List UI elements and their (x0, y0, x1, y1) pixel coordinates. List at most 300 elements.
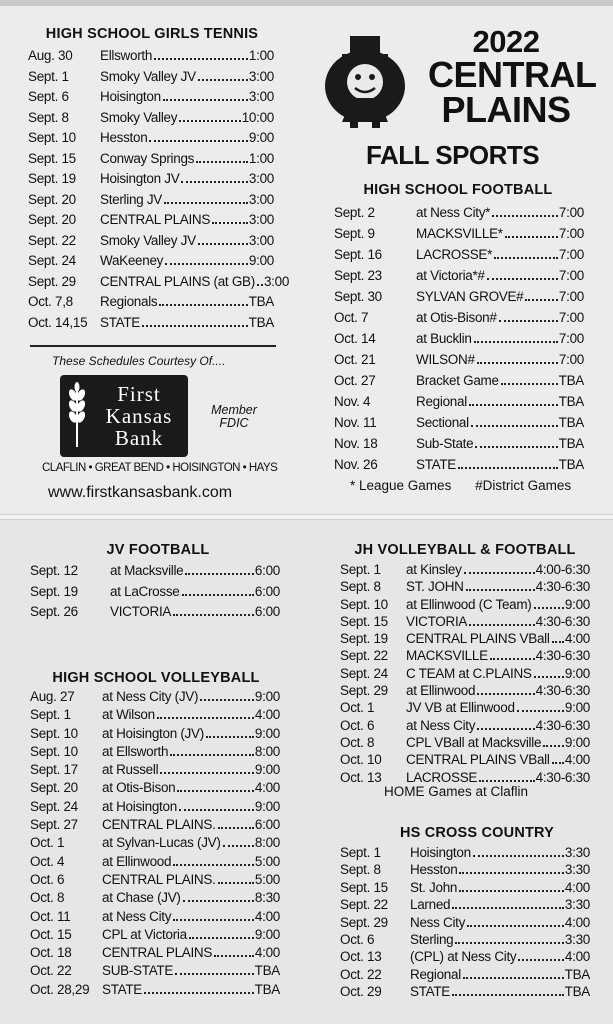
row-opponent: SYLVAN GROVE# (416, 289, 524, 304)
row-time: 4:00 (254, 707, 280, 723)
row-date: Sept. 1 (340, 562, 381, 577)
leader-dots (189, 937, 254, 939)
legend-league: * League Games (350, 478, 452, 493)
schedule-row (30, 743, 280, 761)
leader-dots (179, 120, 241, 122)
row-date: Sept. 15 (340, 879, 388, 895)
row-date: Sept. 10 (30, 743, 78, 759)
row-opponent: Ness City (410, 914, 466, 930)
schedule-row (30, 871, 280, 889)
row-opponent: CENTRAL PLAINS. (102, 817, 216, 833)
row-date: Sept. 19 (30, 583, 78, 599)
row-time: 3:30 (564, 932, 590, 948)
bank-towns: CLAFLIN • GREAT BEND • HOISINGTON • HAYS (42, 462, 278, 474)
leader-dots (479, 780, 535, 782)
leader-dots (517, 710, 564, 712)
central-plains-oiler-mascot-icon (322, 32, 408, 132)
row-opponent: Hoisington JV (100, 171, 180, 186)
row-opponent: CENTRAL PLAINS VBall (406, 631, 550, 647)
row-opponent: at Chase (JV) (102, 890, 181, 906)
row-opponent: at LaCrosse (110, 583, 180, 599)
row-opponent: SUB-STATE (102, 963, 174, 979)
row-time: 9:00 (254, 798, 280, 814)
row-time: TBA (248, 294, 274, 309)
row-opponent: at Ness City* (416, 205, 491, 220)
leader-dots (477, 728, 534, 730)
row-opponent: Hoisington (100, 89, 161, 104)
row-date: Sept. 24 (340, 665, 388, 681)
schedule-row (340, 896, 590, 913)
row-opponent: STATE (416, 457, 457, 472)
row-opponent: MACKSVILLE* (416, 226, 503, 241)
schedule-row (30, 706, 280, 724)
schedule-row (30, 816, 280, 834)
row-time: TBA (254, 963, 280, 979)
schedule-row (28, 87, 274, 108)
row-date: Aug. 27 (30, 689, 75, 704)
row-opponent: LACROSSE* (416, 247, 493, 262)
row-time: 8:30 (254, 890, 280, 906)
row-time: 3:00 (248, 191, 274, 207)
row-date: Oct. 10 (340, 752, 382, 768)
row-date: Sept. 17 (30, 762, 78, 778)
row-date: Sept. 8 (340, 862, 381, 878)
leader-dots (165, 263, 248, 265)
leader-dots (487, 278, 558, 280)
row-time: 6:00 (254, 604, 280, 619)
schedule-row (30, 962, 280, 980)
row-date: Oct. 6 (340, 932, 375, 948)
row-time: 4:00 (564, 631, 590, 647)
row-time: 3:30 (564, 897, 590, 913)
schedule-row (28, 210, 274, 231)
leader-dots (477, 362, 558, 364)
row-date: Oct. 13 (340, 949, 382, 965)
schedule-row (30, 582, 280, 603)
row-date: Sept. 20 (28, 191, 76, 207)
row-time: TBA (254, 981, 280, 997)
row-opponent: WILSON# (416, 352, 475, 367)
row-opponent: Sterling (410, 932, 454, 948)
row-opponent: St. John (410, 879, 458, 895)
row-date: Sept. 16 (334, 247, 382, 262)
fdic-label: FDIC (219, 416, 249, 430)
row-opponent: at Ness City (JV) (102, 689, 199, 704)
row-date: Nov. 11 (334, 415, 377, 430)
hero-line2: PLAINS (441, 89, 571, 130)
leader-dots (218, 827, 254, 829)
leader-dots (200, 699, 254, 701)
row-time: 3:00 (248, 232, 274, 248)
row-date: Oct. 18 (30, 945, 72, 961)
girls-tennis-title: HIGH SCHOOL GIRLS TENNIS (45, 26, 259, 42)
schedule-row (30, 981, 280, 999)
row-date: Oct. 1 (30, 835, 65, 851)
leader-dots (492, 215, 558, 217)
row-time: 1:00 (248, 48, 274, 63)
leader-dots (490, 658, 535, 660)
schedule-row (28, 190, 274, 211)
leader-dots (543, 745, 564, 747)
schedule-row (334, 391, 584, 412)
row-opponent: STATE (102, 981, 143, 997)
leader-dots (473, 855, 564, 857)
leader-dots (196, 161, 248, 163)
row-opponent: at Macksville (110, 563, 184, 578)
cross-country-list (340, 844, 590, 1001)
schedule-row (340, 734, 590, 751)
row-opponent: CPL at Victoria (102, 926, 187, 942)
row-date: Oct. 15 (30, 926, 72, 942)
row-time: 4:30-6:30 (535, 648, 590, 664)
row-time: 3:30 (564, 845, 590, 860)
leader-dots (475, 446, 557, 448)
row-date: Oct. 7,8 (28, 294, 73, 309)
schedule-row (334, 223, 584, 244)
row-date: Nov. 18 (334, 436, 378, 451)
row-date: Sept. 8 (28, 109, 69, 125)
row-time: TBA (558, 415, 584, 430)
schedule-row (340, 561, 590, 578)
row-opponent: CPL VBall at Macksville (406, 734, 542, 750)
row-date: Oct. 22 (340, 966, 382, 982)
row-time: 4:00 (254, 780, 280, 796)
leader-dots (459, 890, 564, 892)
leader-dots (552, 641, 564, 643)
row-opponent: CENTRAL PLAINS (100, 212, 211, 227)
row-opponent: CENTRAL PLAINS VBall (406, 752, 550, 768)
row-date: Oct. 13 (340, 769, 382, 785)
row-date: Oct. 21 (334, 352, 376, 367)
row-date: Sept. 10 (340, 596, 388, 612)
row-opponent: at Otis-Bison# (416, 310, 497, 325)
row-date: Oct. 29 (340, 984, 382, 1000)
row-time: 9:00 (564, 596, 590, 612)
schedule-row (340, 578, 590, 595)
row-time: 7:00 (558, 205, 584, 220)
row-opponent: Sub-State (416, 436, 474, 451)
schedule-row (334, 454, 584, 475)
row-date: Sept. 22 (340, 897, 388, 913)
jh-volleyball-list (340, 561, 590, 786)
schedule-row (30, 889, 280, 907)
leader-dots (185, 573, 254, 575)
schedule-row (334, 244, 584, 265)
hero-line1: CENTRAL (428, 54, 597, 95)
schedule-row (30, 944, 280, 962)
row-opponent: VICTORIA (406, 613, 468, 629)
leader-dots (164, 202, 248, 204)
schedule-row (30, 779, 280, 797)
leader-dots (149, 140, 247, 142)
row-time: TBA (558, 436, 584, 451)
jh-volleyball-title: JH VOLLEYBALL & FOOTBALL (354, 542, 576, 558)
row-opponent: C TEAM at C.PLAINS (406, 665, 532, 681)
leader-dots (173, 919, 254, 921)
row-time: 6:00 (254, 563, 280, 578)
row-time: 7:00 (558, 289, 584, 304)
row-date: Nov. 26 (334, 457, 378, 472)
row-time: 5:00 (254, 871, 280, 887)
row-date: Oct. 4 (30, 853, 65, 869)
hs-football-list (334, 202, 584, 475)
leader-dots (467, 925, 564, 927)
row-time: 7:00 (558, 247, 584, 262)
leader-dots (499, 320, 558, 322)
row-date: Sept. 6 (28, 89, 69, 104)
wheat-icon (64, 381, 90, 451)
schedule-row (340, 844, 590, 861)
hero-year: 2022 (472, 24, 540, 59)
bank-name (90, 383, 188, 449)
leader-dots (463, 977, 564, 979)
leader-dots (181, 181, 248, 183)
schedule-row (340, 630, 590, 647)
row-date: Sept. 1 (28, 68, 69, 84)
leader-dots (183, 900, 254, 902)
schedule-row (28, 149, 274, 170)
row-date: Oct. 7 (334, 310, 369, 325)
row-time: 9:00 (564, 700, 590, 716)
row-time: TBA (558, 394, 584, 409)
fall-sports-title: FALL SPORTS (366, 140, 540, 170)
schedule-row (334, 307, 584, 328)
schedule-row (28, 272, 290, 293)
member-label: Member (211, 403, 257, 417)
schedule-row (28, 231, 274, 252)
row-date: Sept. 29 (340, 683, 388, 699)
row-time: 8:00 (254, 835, 280, 851)
leader-dots (212, 222, 248, 224)
row-opponent: at Victoria*# (416, 268, 485, 283)
row-date: Sept. 30 (334, 289, 382, 304)
leader-dots (157, 717, 254, 719)
cross-country-title: HS CROSS COUNTRY (399, 825, 555, 841)
row-time: 9:00 (254, 926, 280, 942)
first-kansas-bank-logo (60, 375, 188, 457)
row-opponent: at Ness City (406, 717, 476, 733)
row-date: Oct. 6 (30, 871, 65, 887)
row-date: Nov. 4 (334, 394, 371, 409)
row-time: 9:00 (564, 734, 590, 750)
row-date: Sept. 10 (30, 725, 78, 741)
row-opponent: Sterling JV (100, 191, 162, 207)
row-opponent: Ellsworth (100, 48, 153, 63)
row-time: 9:00 (564, 665, 590, 681)
schedule-row (340, 717, 590, 734)
row-opponent: Hoisington (410, 845, 471, 860)
row-time: 4:00 (564, 914, 590, 930)
row-time: 9:00 (254, 762, 280, 778)
row-date: Sept. 9 (334, 226, 375, 241)
leader-dots (170, 754, 254, 756)
row-opponent: CENTRAL PLAINS. (102, 871, 216, 887)
row-opponent: VICTORIA (110, 604, 172, 619)
row-date: Sept. 12 (30, 563, 78, 578)
row-date: Oct. 14 (334, 331, 376, 346)
row-opponent: CENTRAL PLAINS (at GB) (100, 273, 255, 289)
row-opponent: at Bucklin (416, 331, 472, 346)
row-opponent: at Ellinwood (C Team) (406, 596, 532, 612)
schedule-row (334, 265, 584, 286)
row-time: 7:00 (558, 226, 584, 241)
row-time: 9:00 (254, 725, 280, 741)
row-time: TBA (248, 314, 274, 330)
row-date: Oct. 11 (30, 908, 71, 924)
leader-dots (466, 589, 535, 591)
leader-dots (534, 607, 564, 609)
schedule-row (334, 412, 584, 433)
leader-dots (552, 762, 564, 764)
schedule-row (340, 682, 590, 699)
schedule-row (340, 699, 590, 716)
row-opponent: STATE (410, 984, 451, 1000)
row-time: TBA (558, 373, 584, 388)
leader-dots (459, 872, 563, 874)
leader-dots (223, 845, 254, 847)
schedule-row (340, 665, 590, 682)
row-time: 7:00 (558, 331, 584, 346)
schedule-row (334, 328, 584, 349)
leader-dots (159, 304, 247, 306)
football-legend (350, 478, 591, 493)
schedule-row (28, 108, 274, 129)
leader-dots (198, 79, 248, 81)
row-time: TBA (564, 984, 590, 1000)
row-date: Sept. 10 (28, 130, 76, 145)
schedule-row (340, 914, 590, 931)
row-date: Sept. 24 (30, 798, 78, 814)
row-time: 3:30 (564, 862, 590, 878)
row-time: 4:00 (254, 945, 280, 961)
row-opponent: at Kinsley (406, 562, 462, 577)
leader-dots (525, 299, 558, 301)
legend-district: #District Games (475, 478, 572, 493)
leader-dots (218, 882, 254, 884)
schedule-row (30, 834, 280, 852)
row-time: 7:00 (558, 310, 584, 325)
schedule-row (340, 931, 590, 948)
member-fdic (200, 404, 268, 430)
leader-dots (477, 693, 534, 695)
leader-dots (494, 257, 558, 259)
leader-dots (173, 614, 254, 616)
hs-volleyball-title: HIGH SCHOOL VOLLEYBALL (52, 670, 260, 686)
row-date: Sept. 20 (28, 212, 76, 227)
row-opponent: Smoky Valley JV (100, 232, 196, 248)
schedule-row (28, 46, 274, 67)
row-date: Sept. 22 (340, 648, 388, 664)
row-time: 6:00 (254, 817, 280, 833)
row-time: 4:00-6:30 (535, 562, 590, 577)
hs-volleyball-list (30, 688, 280, 999)
schedule-row (334, 349, 584, 370)
bank-name-line3: Bank (114, 426, 164, 450)
row-time: 9:00 (248, 130, 274, 145)
leader-dots (469, 404, 558, 406)
row-time: 10:00 (241, 109, 274, 125)
schedule-row (340, 966, 590, 983)
row-time: 4:30-6:30 (535, 579, 590, 595)
row-time: 3:00 (248, 212, 274, 227)
row-opponent: Hesston (410, 862, 458, 878)
schedule-row (30, 761, 280, 779)
row-time: 7:00 (558, 268, 584, 283)
row-time: 1:00 (248, 150, 274, 166)
row-time: 8:00 (254, 743, 280, 759)
row-date: Oct. 28,29 (30, 981, 90, 997)
row-opponent: Smoky Valley JV (100, 68, 196, 84)
leader-dots (464, 572, 535, 574)
schedule-row (30, 908, 280, 926)
row-opponent: Bracket Game (416, 373, 499, 388)
row-date: Sept. 29 (28, 273, 76, 289)
hero-title (428, 24, 597, 130)
leader-dots (182, 594, 254, 596)
schedule-row (340, 948, 590, 965)
jv-football-title: JV FOOTBALL (106, 542, 210, 558)
schedule-row (340, 983, 590, 1000)
schedule-row (334, 286, 584, 307)
row-opponent: MACKSVILLE (406, 648, 488, 664)
row-time: 3:00 (248, 171, 274, 186)
row-opponent: WaKeeney (100, 253, 164, 268)
bank-name-line1: First (117, 382, 161, 406)
home-games-note: HOME Games at Claflin (384, 784, 529, 799)
row-time: 4:00 (564, 752, 590, 768)
courtesy-text: These Schedules Courtesy Of.... (52, 354, 226, 368)
row-opponent: Regionals (100, 294, 158, 309)
schedule-row (28, 251, 274, 272)
row-time: 9:00 (254, 689, 280, 704)
schedule-row (28, 128, 274, 149)
schedule-row (30, 798, 280, 816)
leader-dots (163, 99, 248, 101)
row-date: Sept. 24 (28, 253, 76, 268)
leader-dots (206, 736, 254, 738)
row-date: Oct. 6 (340, 717, 375, 733)
row-time: 5:00 (254, 853, 280, 869)
row-opponent: STATE (100, 314, 141, 330)
bank-website: www.firstkansasbank.com (48, 484, 233, 501)
row-date: Sept. 2 (334, 205, 375, 220)
row-time: 9:00 (248, 253, 274, 268)
row-time: 4:30-6:30 (535, 769, 590, 785)
row-date: Oct. 22 (30, 963, 72, 979)
row-opponent: at Wilson (102, 707, 155, 723)
schedule-row (340, 647, 590, 664)
row-date: Sept. 8 (340, 579, 381, 595)
row-time: 3:00 (263, 273, 290, 289)
leader-dots (175, 973, 254, 975)
row-opponent: at Otis-Bison (102, 780, 176, 796)
row-date: Aug. 30 (28, 48, 73, 63)
row-time: 4:30-6:30 (535, 717, 590, 733)
row-time: TBA (564, 966, 590, 982)
row-opponent: ST. JOHN (406, 579, 464, 595)
row-opponent: Hesston (100, 130, 148, 145)
bank-name-line2: Kansas (105, 404, 173, 428)
schedule-row (334, 370, 584, 391)
row-date: Sept. 15 (28, 150, 76, 166)
schedule-row (340, 596, 590, 613)
leader-dots (144, 992, 254, 994)
row-opponent: JV VB at Ellinwood (406, 700, 515, 716)
jv-football-list (30, 561, 280, 623)
row-date: Sept. 26 (30, 604, 78, 619)
schedule-row (340, 861, 590, 878)
row-date: Oct. 1 (340, 700, 375, 716)
